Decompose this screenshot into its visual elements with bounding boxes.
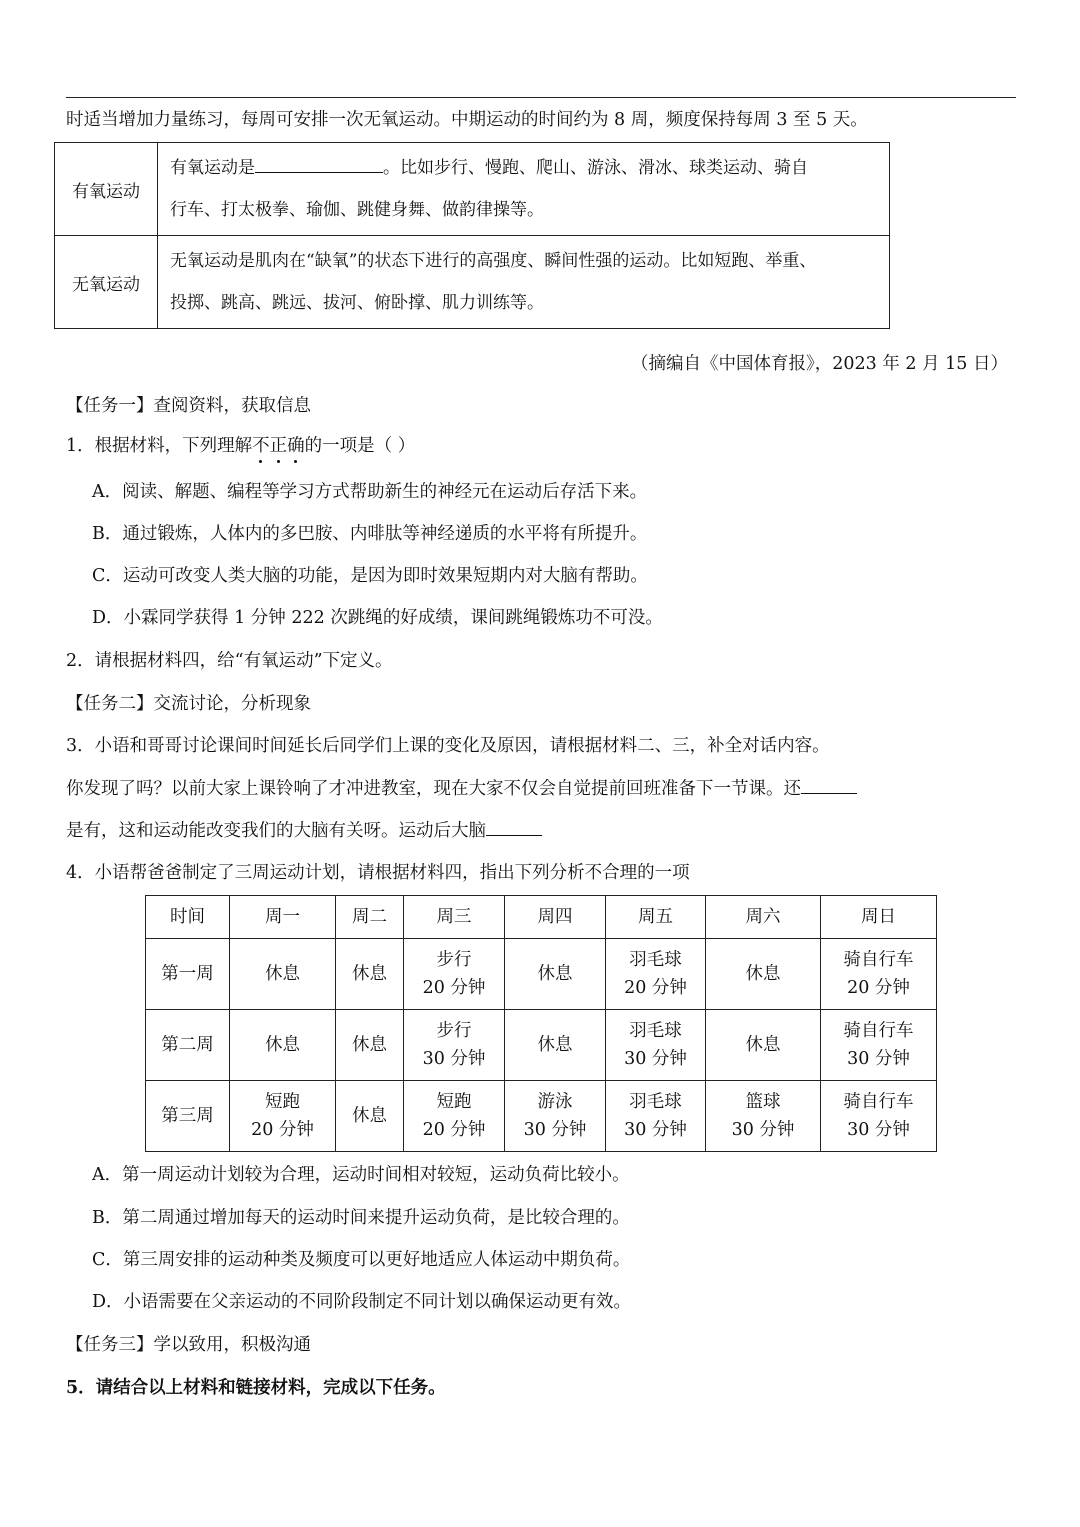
header-rule: [66, 97, 1016, 98]
exercise-plan-table: [145, 895, 937, 1152]
q1-option-d[interactable]: D．小霖同学获得 1 分钟 222 次跳绳的好成绩，课间跳绳锻炼功不可没。: [92, 608, 663, 628]
q1-suffix: 的一项是（ ）: [304, 436, 416, 456]
dialogue-line-2: [66, 819, 542, 843]
q1-option-b[interactable]: B．通过锻炼，人体内的多巴胺、内啡肽等神经递质的水平将有所提升。: [92, 524, 648, 544]
answer-blank[interactable]: [255, 156, 383, 173]
emphasis-char: 正: [269, 436, 288, 456]
desc-anaerobic-line2: 投掷、跳高、跳远、拔河、俯卧撑、肌力训练等。: [170, 293, 544, 313]
col-header: 周五: [606, 896, 706, 939]
emphasis-char: 确: [287, 436, 305, 456]
dialogue-line-1: [66, 777, 857, 801]
desc-aerobic-line2: 行车、打太极拳、瑜伽、跳健身舞、做韵律操等。: [170, 200, 544, 220]
table-row: [55, 236, 890, 329]
desc-aerobic-prefix: 有氧运动是: [170, 158, 255, 178]
col-header: 周六: [706, 896, 821, 939]
q1-option-c[interactable]: C．运动可改变人类大脑的功能，是因为即时效果短期内对大脑有帮助。: [92, 566, 648, 586]
desc-aerobic-suffix: 。比如步行、慢跑、爬山、游泳、滑冰、球类运动、骑自: [383, 158, 808, 178]
desc-anaerobic: [158, 236, 890, 329]
task1-heading: 【任务一】查阅资料，获取信息: [66, 396, 311, 416]
dialogue-text: 是有，这和运动能改变我们的大脑有关呀。运动后大脑: [66, 821, 486, 841]
table-cell: 骑自行车 30 分钟: [821, 1081, 937, 1152]
dialogue-text: 你发现了吗？以前大家上课铃响了才冲进教室，现在大家不仅会自觉提前回班准备下一节课。还: [66, 779, 801, 799]
q1-prefix: 1．根据材料，下列理解: [66, 436, 253, 456]
task2-heading: 【任务二】交流讨论，分析现象: [66, 694, 311, 714]
row-header: 第二周: [146, 1010, 230, 1081]
question-2: 2．请根据材料四，给“有氧运动”下定义。: [66, 651, 393, 671]
row-header: 第一周: [146, 939, 230, 1010]
table-cell: 休息: [230, 939, 336, 1010]
q1-option-a[interactable]: A．阅读、解题、编程等学习方式帮助新生的神经元在运动后存活下来。: [92, 482, 648, 502]
table-row: [55, 143, 890, 236]
table-cell: 骑自行车 30 分钟: [821, 1010, 937, 1081]
table-row: [146, 1081, 937, 1152]
definition-table: [54, 142, 890, 329]
col-header: 周三: [404, 896, 505, 939]
table-cell: 游泳 30 分钟: [505, 1081, 606, 1152]
q4-option-b[interactable]: B．第二周通过增加每天的运动时间来提升运动负荷，是比较合理的。: [92, 1208, 630, 1228]
table-cell: 步行 30 分钟: [404, 1010, 505, 1081]
desc-aerobic: [158, 143, 890, 236]
table-cell: 休息: [336, 1081, 404, 1152]
table-cell: 骑自行车 20 分钟: [821, 939, 937, 1010]
table-cell: 短跑 20 分钟: [230, 1081, 336, 1152]
emphasis-char: 不: [252, 436, 270, 456]
task3-heading: 【任务三】学以致用，积极沟通: [66, 1335, 311, 1355]
answer-blank[interactable]: [486, 819, 542, 836]
q4-option-c[interactable]: C．第三周安排的运动种类及频度可以更好地适应人体运动中期负荷。: [92, 1250, 631, 1270]
term-anaerobic: 无氧运动: [55, 236, 158, 329]
q4-option-d[interactable]: D．小语需要在父亲运动的不同阶段制定不同计划以确保运动更有效。: [92, 1292, 632, 1312]
col-header: 时间: [146, 896, 230, 939]
table-header-row: [146, 896, 937, 939]
table-cell: 休息: [230, 1010, 336, 1081]
table-row: [146, 939, 937, 1010]
table-cell: 休息: [505, 1010, 606, 1081]
table-cell: 羽毛球 30 分钟: [606, 1081, 706, 1152]
top-line: 时适当增加力量练习，每周可安排一次无氧运动。中期运动的时间约为 8 周，频度保持每周 3 至 5 天。: [66, 110, 868, 130]
table-cell: 休息: [706, 1010, 821, 1081]
desc-anaerobic-line1: 无氧运动是肌肉在“缺氧”的状态下进行的高强度、瞬间性强的运动。比如短跑、举重、: [170, 251, 817, 271]
table-row: [146, 1010, 937, 1081]
question-5: 5．请结合以上材料和链接材料，完成以下任务。: [66, 1378, 446, 1398]
col-header: 周四: [505, 896, 606, 939]
row-header: 第三周: [146, 1081, 230, 1152]
table-cell: 步行 20 分钟: [404, 939, 505, 1010]
question-4: 4．小语帮爸爸制定了三周运动计划，请根据材料四，指出下列分析不合理的一项: [66, 863, 690, 883]
table-cell: 休息: [336, 1010, 404, 1081]
question-1: [66, 434, 415, 458]
col-header: 周二: [336, 896, 404, 939]
col-header: 周日: [821, 896, 937, 939]
table-cell: 短跑 20 分钟: [404, 1081, 505, 1152]
col-header: 周一: [230, 896, 336, 939]
table-cell: 休息: [336, 939, 404, 1010]
table-cell: 休息: [706, 939, 821, 1010]
table-cell: 羽毛球 30 分钟: [606, 1010, 706, 1081]
q4-option-a[interactable]: A．第一周运动计划较为合理，运动时间相对较短，运动负荷比较小。: [92, 1165, 630, 1185]
source-citation: （摘编自《中国体育报》，2023 年 2 月 15 日）: [630, 354, 1008, 374]
answer-blank[interactable]: [801, 777, 857, 794]
term-aerobic: 有氧运动: [55, 143, 158, 236]
table-cell: 休息: [505, 939, 606, 1010]
table-cell: 篮球 30 分钟: [706, 1081, 821, 1152]
question-3: 3．小语和哥哥讨论课间时间延长后同学们上课的变化及原因，请根据材料二、三，补全对话内容。: [66, 736, 830, 756]
table-cell: 羽毛球 20 分钟: [606, 939, 706, 1010]
